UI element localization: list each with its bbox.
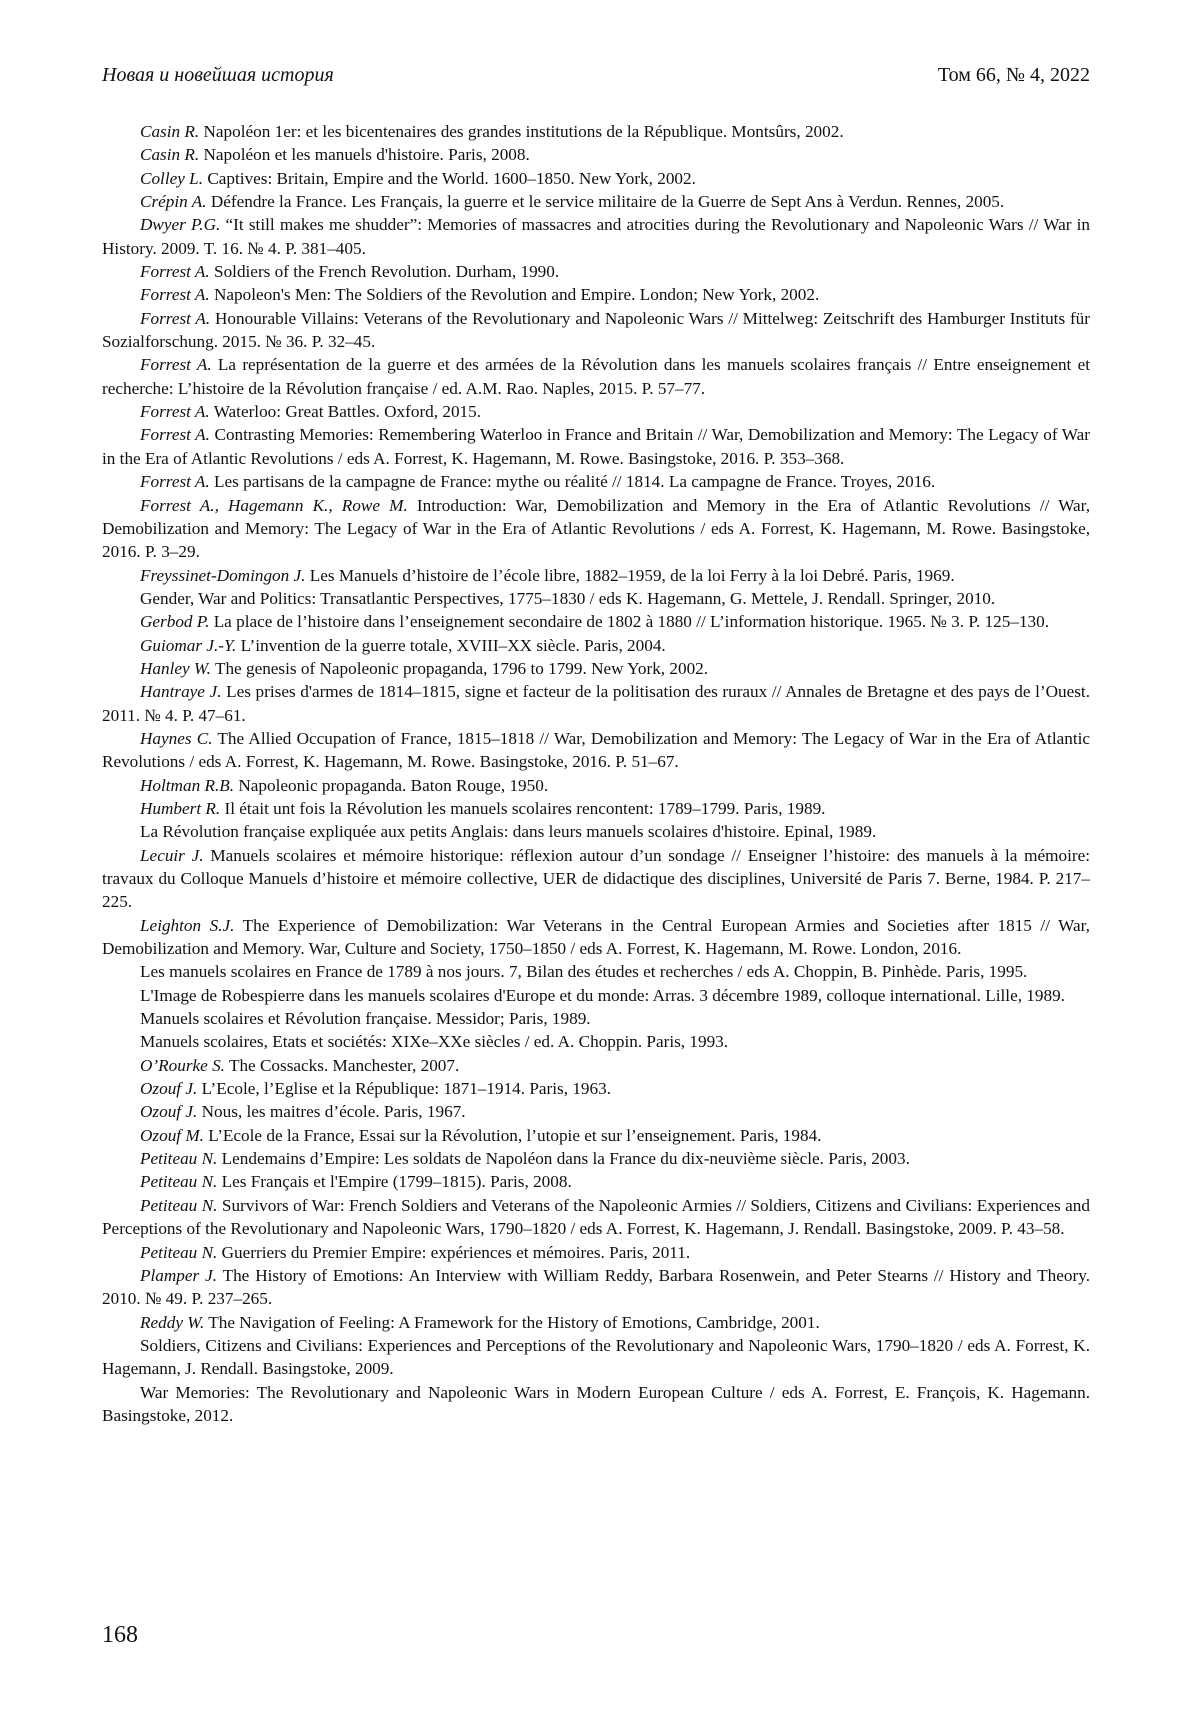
reference-text: Nous, les maitres d’école. Paris, 1967. [197, 1102, 466, 1122]
reference-entry [102, 914, 1090, 961]
reference-author: Hanley W. [140, 658, 211, 678]
page-number: 168 [102, 1622, 138, 1648]
reference-author: Ozouf J. [140, 1079, 198, 1099]
reference-text: L’invention de la guerre totale, XVIII–XX siècle. Paris, 2004. [236, 635, 666, 655]
reference-entry [102, 984, 1090, 1007]
reference-entry [102, 423, 1090, 470]
reference-text: Waterloo: Great Battles. Oxford, 2015. [209, 402, 482, 422]
reference-text: Napoleonic propaganda. Baton Rouge, 1950. [234, 775, 549, 795]
reference-text: Napoléon et les manuels d'histoire. Paris, 2008. [199, 145, 530, 165]
reference-author: Plamper J. [140, 1265, 218, 1285]
reference-author: Forrest A. [140, 308, 211, 328]
reference-entry [102, 353, 1090, 400]
reference-entry [102, 680, 1090, 727]
reference-author: Casin R. [140, 145, 200, 165]
reference-author: Reddy W. [140, 1312, 205, 1332]
reference-author: Ozouf J. [140, 1102, 198, 1122]
reference-entry [102, 960, 1090, 983]
reference-author: Forrest A. [140, 425, 210, 445]
reference-text: Honourable Villains: Veterans of the Revolutionary and Napoleonic Wars // Mittelweg: Zeitschrift des Hamburger Instituts für Sozialforschung. 2015. № 36. P. 32–45. [102, 308, 1090, 352]
reference-author: Ozouf M. [140, 1125, 204, 1145]
reference-entry [102, 213, 1090, 260]
reference-entry [102, 494, 1090, 564]
reference-entry [102, 1170, 1090, 1193]
journal-title: Новая и новейшая история [102, 64, 334, 86]
reference-entry [102, 260, 1090, 283]
reference-entry [102, 1030, 1090, 1053]
reference-text: Napoléon 1er: et les bicentenaires des grandes institutions de la République. Montsûrs, 2002. [199, 122, 844, 141]
reference-text: Soldiers of the French Revolution. Durham, 1990. [209, 262, 560, 282]
reference-entry [102, 610, 1090, 633]
reference-text: Les manuels scolaires en France de 1789 à nos jours. 7, Bilan des études et recherches / eds A. Choppin, B. Pinhède. Paris, 1995. [140, 962, 1028, 982]
issue-info: Том 66, № 4, 2022 [937, 64, 1090, 86]
reference-entry [102, 190, 1090, 213]
reference-author: Petiteau N. [140, 1195, 218, 1215]
reference-author: Forrest A. [140, 285, 210, 305]
reference-entry [102, 564, 1090, 587]
reference-text: Lendemains d’Empire: Les soldats de Napoléon dans la France du dix-neuvième siècle. Paris, 2003. [217, 1149, 910, 1169]
reference-entry [102, 797, 1090, 820]
reference-entry [102, 307, 1090, 354]
reference-text: Napoleon's Men: The Soldiers of the Revolution and Empire. London; New York, 2002. [209, 285, 820, 305]
reference-text: Soldiers, Citizens and Civilians: Experiences and Perceptions of the Revolutionary and Napoleonic Wars, 1790–1820 / eds A. Forrest, K. Hagemann, J. Rendall. Basingstoke, 2009. [102, 1335, 1090, 1379]
reference-author: Crépin A. [140, 192, 207, 212]
reference-author: Hantraye J. [140, 682, 222, 702]
reference-text: La Révolution française expliquée aux petits Anglais: dans leurs manuels scolaires d'histoire. Epinal, 1989. [140, 822, 877, 842]
reference-entry [102, 634, 1090, 657]
reference-author: Casin R. [140, 122, 200, 141]
reference-entry [102, 1334, 1090, 1381]
reference-entry [102, 774, 1090, 797]
reference-entry [102, 283, 1090, 306]
reference-entry [102, 1007, 1090, 1030]
reference-text: The Cossacks. Manchester, 2007. [224, 1055, 460, 1075]
reference-author: Forrest A. [140, 402, 210, 422]
reference-entry [102, 1311, 1090, 1334]
reference-author: Petiteau N. [140, 1172, 218, 1192]
reference-text: Les partisans de la campagne de France: mythe ou réalité // 1814. La campagne de France. Troyes, 2016. [209, 472, 936, 492]
reference-author: Forrest A., Hagemann K., Rowe M. [140, 495, 408, 515]
reference-entry [102, 844, 1090, 914]
reference-text: Manuels scolaires et mémoire historique: réflexion autour d’un sondage // Enseigner l’histoire: des manuels à la mémoire: travaux du Colloque Manuels d’histoire et mémoire collective, UER de didactique des disciplines, Université de Paris 7. Berne, 1984. P. 217–225. [102, 845, 1090, 912]
reference-entry [102, 400, 1090, 423]
reference-author: Humbert R. [140, 798, 221, 818]
reference-author: Lecuir J. [140, 845, 204, 865]
reference-text: Manuels scolaires et Révolution française. Messidor; Paris, 1989. [140, 1009, 591, 1029]
reference-entry [102, 1241, 1090, 1264]
reference-author: Freyssinet-Domingon J. [140, 565, 306, 585]
reference-text: Manuels scolaires, Etats et sociétés: XIXe–XXe siècles / ed. A. Choppin. Paris, 1993. [140, 1032, 729, 1052]
reference-text: L'Image de Robespierre dans les manuels scolaires d'Europe et du monde: Arras. 3 décembre 1989, colloque international. Lille, 1989. [140, 985, 1065, 1005]
reference-entry [102, 820, 1090, 843]
reference-entry [102, 470, 1090, 493]
reference-entry [102, 167, 1090, 190]
reference-text: Gender, War and Politics: Transatlantic Perspectives, 1775–1830 / eds K. Hagemann, G. Mettele, J. Rendall. Springer, 2010. [140, 588, 996, 608]
reference-text: Il était unt fois la Révolution les manuels scolaires rencontent: 1789–1799. Paris, 1989. [220, 798, 826, 818]
reference-text: Défendre la France. Les Français, la guerre et le service militaire de la Guerre de Sept Ans à Verdun. Rennes, 2005. [206, 192, 1005, 212]
reference-author: Petiteau N. [140, 1149, 218, 1169]
reference-text: The Navigation of Feeling: A Framework for the History of Emotions, Cambridge, 2001. [204, 1312, 820, 1332]
reference-author: Dwyer P.G. [140, 215, 221, 235]
reference-text: War Memories: The Revolutionary and Napoleonic Wars in Modern European Culture / eds A. Forrest, E. François, K. Hagemann. Basingstoke, 2012. [102, 1382, 1090, 1425]
reference-text: Les Manuels d’histoire de l’école libre, 1882–1959, de la loi Ferry à la loi Debré. Paris, 1969. [305, 565, 955, 585]
reference-entry [102, 143, 1090, 166]
reference-entry [102, 587, 1090, 610]
reference-entry [102, 657, 1090, 680]
reference-text: “It still makes me shudder”: Memories of massacres and atrocities during the Revolutionary and Napoleonic Wars // War in History. 2009. T. 16. № 4. P. 381–405. [102, 215, 1090, 258]
reference-text: La place de l’histoire dans l’enseignement secondaire de 1802 à 1880 // L’information historique. 1965. № 3. P. 125–130. [209, 612, 1050, 632]
reference-entry [102, 1100, 1090, 1123]
reference-text: Les Français et l'Empire (1799–1815). Paris, 2008. [217, 1172, 572, 1192]
reference-author: Forrest A. [140, 472, 210, 492]
reference-list [102, 120, 1090, 1427]
reference-author: O’Rourke S. [140, 1055, 225, 1075]
reference-author: Guiomar J.-Y. [140, 635, 237, 655]
reference-author: Holtman R.B. [140, 775, 235, 795]
reference-author: Leighton S.J. [140, 915, 235, 935]
reference-text: The History of Emotions: An Interview with William Reddy, Barbara Rosenwein, and Peter Stearns // History and Theory. 2010. № 49. P. 237–265. [102, 1265, 1090, 1309]
reference-entry [102, 1381, 1090, 1428]
reference-entry [102, 1054, 1090, 1077]
reference-author: Haynes C. [140, 728, 213, 748]
reference-text: Survivors of War: French Soldiers and Veterans of the Napoleonic Armies // Soldiers, Citizens and Civilians: Experiences and Perceptions of the Revolutionary and Napoleonic Wars, 1790–1820 / eds A. Forrest, K. Hagemann, J. Rendall. Basingstoke, 2009. P. 43–58. [102, 1195, 1090, 1239]
reference-text: Introduction: War, Demobilization and Memory in the Era of Atlantic Revolutions // War, Demobilization and Memory: The Legacy of War in the Era of Atlantic Revolutions / eds A. Forrest, K. Hagemann, M. Rowe. Basingstoke, 2016. P. 3–29. [102, 495, 1090, 562]
reference-entry [102, 1147, 1090, 1170]
reference-text: La représentation de la guerre et des armées de la Révolution dans les manuels scolaires français // Entre enseignement et recherche: L’histoire de la Révolution française / ed. A.M. Rao. Naples, 2015. P. 57–77. [102, 355, 1090, 398]
reference-text: Contrasting Memories: Remembering Waterloo in France and Britain // War, Demobilization and Memory: The Legacy of War in the Era of Atlantic Revolutions / eds A. Forrest, K. Hagemann, M. Rowe. Basingstoke, 2016. P. 353–368. [102, 425, 1090, 468]
reference-entry [102, 1077, 1090, 1100]
reference-text: Guerriers du Premier Empire: expériences et mémoires. Paris, 2011. [217, 1242, 691, 1262]
reference-author: Colley L. [140, 168, 204, 188]
reference-text: Les prises d'armes de 1814–1815, signe et facteur de la politisation des ruraux // Annales de Bretagne et des pays de l’Ouest. 2011. № 4. P. 47–61. [102, 682, 1090, 725]
reference-entry [102, 727, 1090, 774]
reference-entry [102, 120, 1090, 143]
reference-entry [102, 1124, 1090, 1147]
reference-text: The Allied Occupation of France, 1815–1818 // War, Demobilization and Memory: The Legacy of War in the Era of Atlantic Revolutions / eds A. Forrest, K. Hagemann, M. Rowe. Basingstoke, 2016. P. 51–67. [102, 728, 1091, 772]
running-header [102, 64, 1090, 94]
reference-text: The Experience of Demobilization: War Veterans in the Central European Armies and Societies after 1815 // War, Demobilization and Memory. War, Culture and Society, 1750–1850 / eds A. Forrest, K. Hagemann, M. Rowe. London, 2016. [102, 915, 1090, 959]
reference-entry [102, 1264, 1090, 1311]
reference-entry [102, 1194, 1090, 1241]
reference-text: L’Ecole de la France, Essai sur la Révolution, l’utopie et sur l’enseignement. Paris, 1984. [203, 1125, 822, 1145]
reference-text: The genesis of Napoleonic propaganda, 1796 to 1799. New York, 2002. [210, 658, 709, 678]
reference-author: Petiteau N. [140, 1242, 218, 1262]
reference-text: L’Ecole, l’Eglise et la République: 1871–1914. Paris, 1963. [197, 1079, 612, 1099]
reference-author: Forrest A. [140, 262, 210, 282]
reference-author: Gerbod P. [140, 612, 210, 632]
reference-author: Forrest A. [140, 355, 212, 375]
reference-text: Captives: Britain, Empire and the World. 1600–1850. New York, 2002. [203, 168, 696, 188]
